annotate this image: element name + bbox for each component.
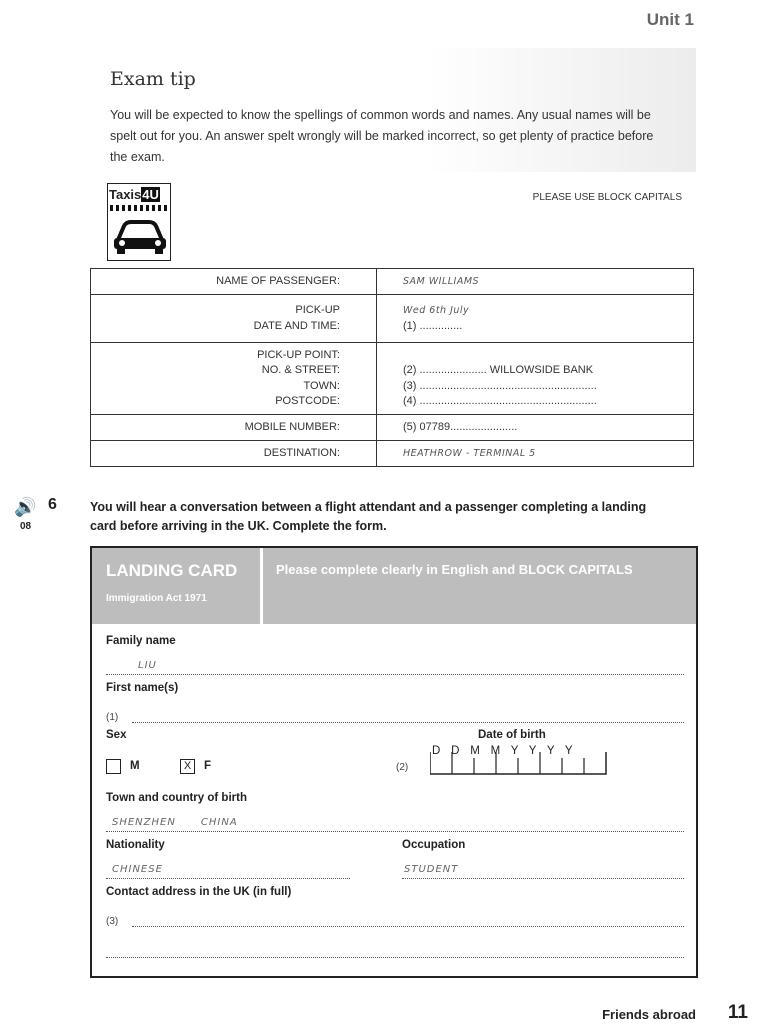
- taxi-value: SAM WILLIAMS: [403, 275, 480, 287]
- dob-field[interactable]: [430, 748, 610, 778]
- car-icon: [112, 214, 168, 256]
- taxi-logo-sign: [109, 186, 160, 204]
- occupation-label: Occupation: [402, 839, 466, 851]
- birthplace-label: Town and country of birth: [106, 792, 247, 804]
- birthplace-value: SHENZHEN CHINA: [112, 817, 238, 828]
- taxi-value: (4) ..........................................................: [403, 395, 597, 407]
- dob-number: (2): [396, 762, 409, 773]
- landing-card: [90, 546, 698, 978]
- address-number: (3): [106, 916, 119, 927]
- taxi-value: HEATHROW - TERMINAL 5: [403, 447, 536, 459]
- address-field-line-2[interactable]: [106, 946, 684, 958]
- taxi-logo-highlight: 4U: [142, 187, 159, 202]
- taxi-row-passenger: [91, 269, 694, 295]
- exam-tip-title: Exam tip: [110, 68, 196, 90]
- speaker-icon[interactable]: 🔊: [14, 497, 37, 517]
- task-number: 6: [48, 496, 57, 513]
- unit-label: Unit 1: [646, 10, 694, 29]
- taxi-label: NO. & STREET:: [261, 364, 340, 376]
- taxi-label-cell: [91, 343, 377, 415]
- taxi-label: POSTCODE:: [275, 395, 340, 407]
- taxi-row-pickup: [91, 295, 694, 343]
- family-name-label: Family name: [106, 635, 176, 647]
- taxi-label: DATE AND TIME:: [253, 319, 340, 332]
- sex-m-label: M: [130, 760, 140, 772]
- landing-card-act: Immigration Act 1971: [106, 593, 207, 604]
- taxi-logo-text: Taxis: [109, 187, 142, 202]
- taxi-value-cell[interactable]: [377, 441, 694, 467]
- taxi-label-cell: [91, 295, 377, 343]
- taxi-logo: [107, 183, 171, 261]
- header-divider: [260, 548, 263, 624]
- taxi-booking-form: [90, 268, 694, 467]
- address-field-line-1[interactable]: [132, 915, 684, 927]
- taxi-row-mobile: [91, 415, 694, 441]
- dob-format: D D M M Y Y Y Y: [432, 745, 577, 757]
- taxi-label: NAME OF PASSENGER:: [216, 274, 340, 287]
- taxi-label: PICK-UP POINT:: [257, 348, 340, 361]
- taxi-value: (2) ...................... WILLOWSIDE BANK: [403, 364, 594, 376]
- taxi-row-destination: [91, 441, 694, 467]
- taxi-value: (3) ..........................................................: [403, 379, 597, 392]
- taxi-label-cell: [91, 269, 377, 295]
- sex-f-checkbox[interactable]: [180, 759, 195, 774]
- taxi-label-cell: [91, 415, 377, 441]
- landing-card-title: LANDING CARD: [106, 561, 238, 580]
- footer-title: Friends abroad: [602, 1007, 696, 1022]
- first-name-field[interactable]: [132, 711, 684, 723]
- first-name-label: First name(s): [106, 682, 179, 694]
- checker-stripe: [110, 205, 168, 211]
- taxi-value-cell[interactable]: [377, 415, 694, 441]
- taxi-value: (1) ..............: [403, 319, 463, 332]
- sex-m-checkbox[interactable]: [106, 759, 121, 774]
- nationality-label: Nationality: [106, 839, 165, 851]
- taxi-value-cell[interactable]: [377, 343, 694, 415]
- taxi-label: PICK-UP: [295, 304, 340, 316]
- occupation-value: STUDENT: [404, 864, 459, 875]
- sex-f-mark: X: [183, 760, 192, 772]
- taxi-label: TOWN:: [303, 379, 340, 392]
- nationality-value: CHINESE: [112, 864, 163, 875]
- taxi-value-blank: [403, 348, 693, 364]
- landing-card-header: [92, 548, 696, 624]
- landing-card-instruction: Please complete clearly in English and BLOCK CAPITALS: [276, 562, 633, 577]
- taxi-label: DESTINATION:: [263, 446, 340, 459]
- taxi-value: Wed 6th July: [403, 305, 470, 316]
- taxi-value-cell[interactable]: [377, 295, 694, 343]
- taxi-label-cell: [91, 441, 377, 467]
- taxi-label: MOBILE NUMBER:: [244, 420, 340, 433]
- first-name-number: (1): [106, 712, 119, 723]
- dob-label: Date of birth: [478, 729, 546, 741]
- taxi-value: (5) 07789......................: [403, 420, 518, 433]
- page-number: 11: [727, 1002, 748, 1023]
- exam-tip-body: You will be expected to know the spellings of common words and names. Any usual names will be spelt out for you. An answer spelt wrongly will be marked incorrect, so get plenty of practice before the exam.: [110, 108, 654, 164]
- taxi-value-cell[interactable]: [377, 269, 694, 295]
- exam-tip-box: [92, 48, 696, 172]
- audio-track-number: 08: [20, 521, 32, 532]
- sex-label: Sex: [106, 729, 127, 741]
- family-name-field[interactable]: [106, 663, 684, 675]
- address-label: Contact address in the UK (in full): [106, 886, 292, 898]
- task-instructions: You will hear a conversation between a flight attendant and a passenger completing a landing card before arriving in the UK. Complete the form.: [90, 500, 647, 533]
- sex-f-label: F: [204, 760, 212, 772]
- taxi-row-pickup-point: [91, 343, 694, 415]
- block-capitals-note: PLEASE USE BLOCK CAPITALS: [532, 192, 682, 203]
- family-name-value: LIU: [138, 660, 157, 671]
